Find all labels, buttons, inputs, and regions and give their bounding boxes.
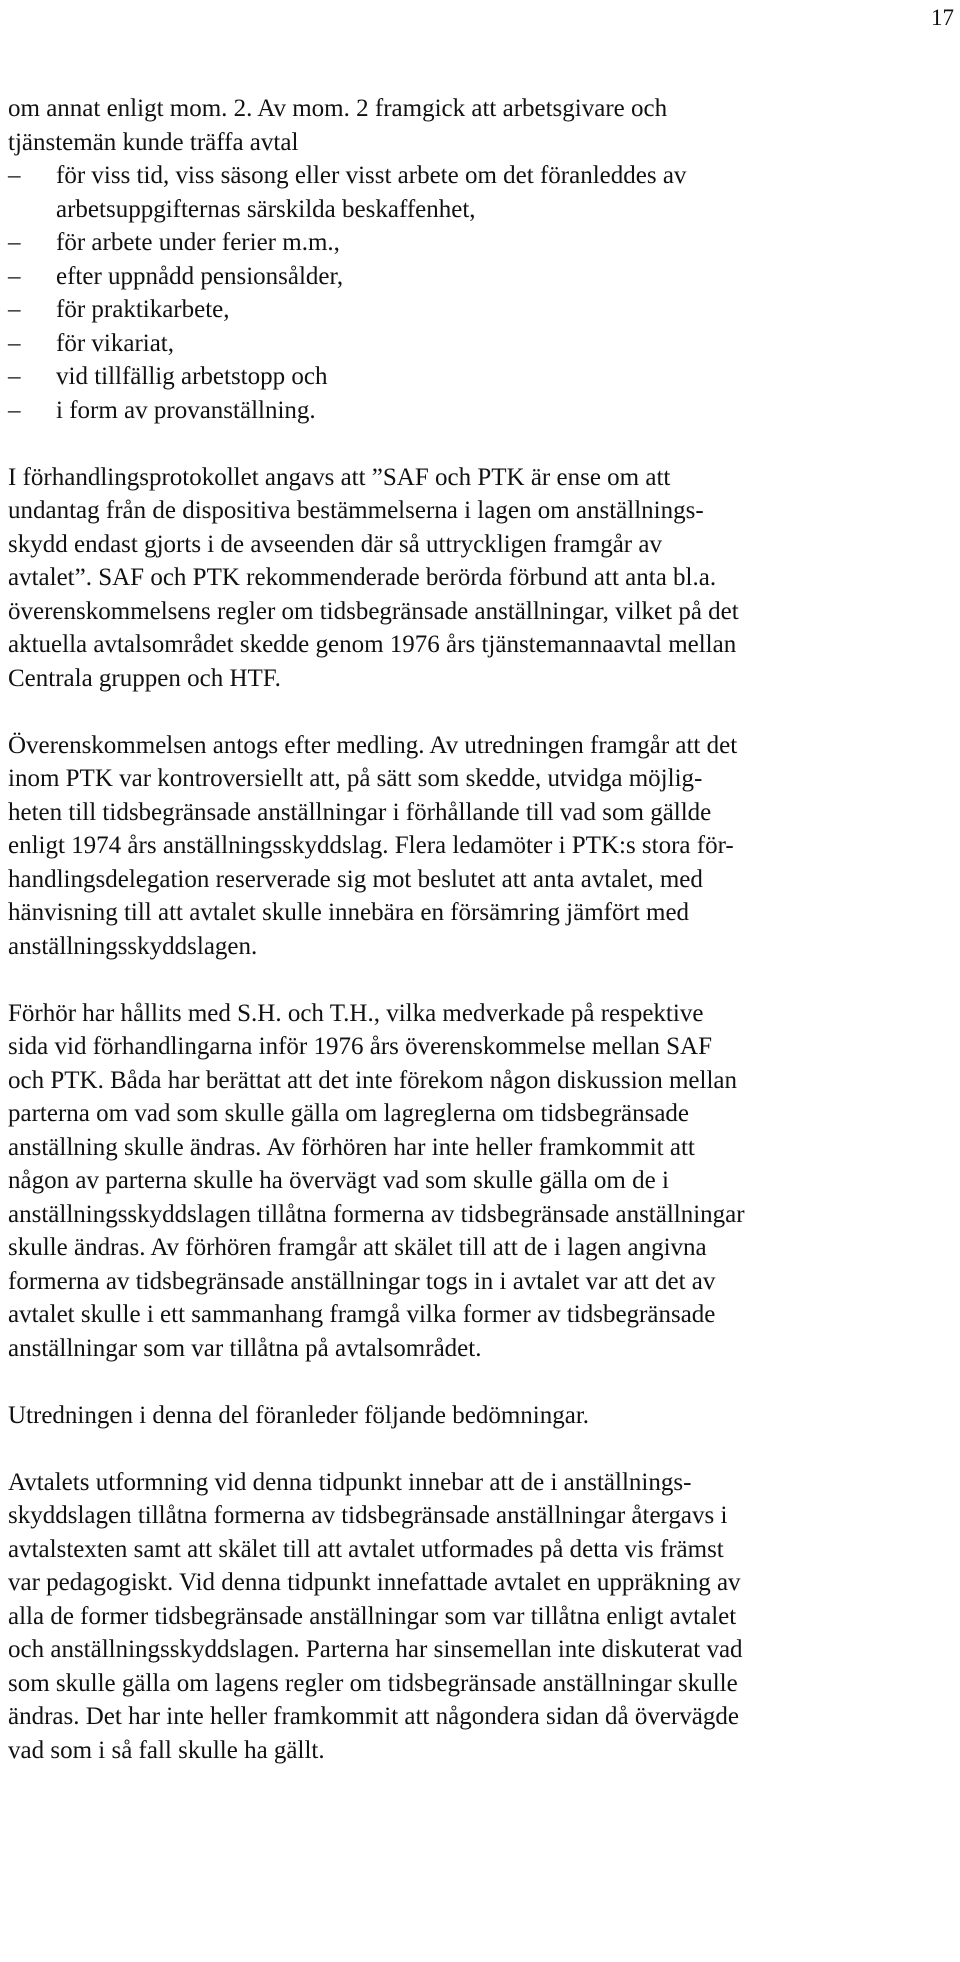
text-line: aktuella avtalsområdet skedde genom 1976 års tjänstemannaavtal mellan: [8, 631, 737, 658]
text-line: om annat enligt mom. 2. Av mom. 2 framgick att arbetsgivare och: [8, 95, 668, 122]
text-line: anställning skulle ändras. Av förhören har inte heller framkommit att: [8, 1133, 695, 1161]
dash-bullet: –: [8, 329, 21, 357]
text-line: Utredningen i denna del föranleder följande bedömningar.: [8, 1401, 590, 1429]
text-line: avtalstexten samt att skälet till att avtalet utformades på detta vis främst: [8, 1535, 724, 1563]
list-item: [8, 226, 954, 260]
list-item-text: för vikariat,: [56, 329, 175, 357]
dash-list: [8, 159, 954, 427]
text-line: Avtalets utformning vid denna tidpunkt innebar att de i anställnings-: [8, 1468, 692, 1496]
text-line: anställningsskyddslagen tillåtna formerna av tidsbegränsade anställningar: [8, 1200, 745, 1228]
text-line: undantag från de dispositiva bestämmelserna i lagen om anställnings-: [8, 497, 704, 524]
paragraph-mediation: [8, 729, 954, 964]
text-line: och anställningsskyddslagen. Parterna har sinsemellan inte diskuterat vad: [8, 1636, 743, 1663]
document-body: [8, 92, 954, 1767]
intro-paragraph: [8, 92, 954, 159]
dash-bullet: –: [8, 396, 21, 424]
text-line: var pedagogiskt. Vid denna tidpunkt innefattade avtalet en uppräkning av: [8, 1569, 741, 1596]
list-item-text: efter uppnådd pensionsålder,: [56, 262, 344, 290]
paragraph-hearings: [8, 997, 954, 1366]
text-line: vad som i så fall skulle ha gällt.: [8, 1736, 325, 1764]
list-item: [8, 360, 954, 394]
paragraph-assessment: [8, 1466, 954, 1768]
text-line: avtalet skulle i ett sammanhang framgå vilka former av tidsbegränsade: [8, 1301, 716, 1328]
text-line: Centrala gruppen och HTF.: [8, 664, 281, 692]
text-line: Överenskommelsen antogs efter medling. Av utredningen framgår att det: [8, 731, 738, 759]
text-line: överenskommelsens regler om tidsbegränsade anställningar, vilket på det: [8, 597, 739, 625]
page-number: 17: [931, 5, 954, 30]
text-line: som skulle gälla om lagens regler om tidsbegränsade anställningar skulle: [8, 1669, 738, 1697]
dash-bullet: –: [8, 296, 21, 323]
text-line: alla de former tidsbegränsade anställningar som var tillåtna enligt avtalet: [8, 1602, 737, 1630]
dash-bullet: –: [8, 229, 21, 256]
list-item: [8, 327, 954, 361]
text-line: någon av parterna skulle ha övervägt vad som skulle gälla om de i: [8, 1167, 669, 1194]
text-line: ändras. Det har inte heller framkommit att någondera sidan då övervägde: [8, 1703, 739, 1730]
text-line: handlingsdelegation reserverade sig mot beslutet att anta avtalet, med: [8, 865, 703, 893]
text-line: I förhandlingsprotokollet angavs att ”SAF och PTK är ense om att: [8, 463, 671, 491]
list-item-text: för praktikarbete,: [56, 296, 230, 323]
text-line: anställningar som var tillåtna på avtalsområdet.: [8, 1334, 482, 1362]
paragraph-assessment-intro: [8, 1399, 954, 1433]
text-line: avtalet”. SAF och PTK rekommenderade berörda förbund att anta bl.a.: [8, 564, 717, 591]
list-item-text: i form av provanställning.: [56, 396, 316, 424]
paragraph-protocol: [8, 461, 954, 696]
text-line: skydd endast gjorts i de avseenden där så uttryckligen framgår av: [8, 530, 662, 558]
list-item: [8, 394, 954, 428]
dash-bullet: –: [8, 262, 21, 290]
text-line: tjänstemän kunde träffa avtal: [8, 128, 299, 156]
text-line: Förhör har hållits med S.H. och T.H., vilka medverkade på respektive: [8, 999, 704, 1027]
list-item: [8, 260, 954, 294]
text-line: skyddslagen tillåtna formerna av tidsbegränsade anställningar återgavs i: [8, 1502, 728, 1529]
list-item-text: för arbete under ferier m.m.,: [56, 229, 340, 256]
list-item-text: för viss tid, viss säsong eller visst arbete om det föranleddes av: [56, 162, 687, 189]
text-line: skulle ändras. Av förhören framgår att skälet till att de i lagen angivna: [8, 1234, 707, 1261]
text-line: anställningsskyddslagen.: [8, 932, 258, 960]
text-line: sida vid förhandlingarna inför 1976 års överenskommelse mellan SAF: [8, 1033, 713, 1060]
dash-bullet: –: [8, 162, 21, 189]
text-line: heten till tidsbegränsade anställningar i förhållande till vad som gällde: [8, 798, 712, 826]
text-line: hänvisning till att avtalet skulle innebära en försämring jämfört med: [8, 899, 690, 926]
text-line: parterna om vad som skulle gälla om lagreglerna om tidsbegränsade: [8, 1100, 690, 1127]
list-item: [8, 293, 954, 327]
text-line: formerna av tidsbegränsade anställningar togs in i avtalet var att det av: [8, 1267, 716, 1295]
text-line: enligt 1974 års anställningsskyddslag. Flera ledamöter i PTK:s stora för-: [8, 832, 734, 859]
text-line: och PTK. Båda har berättat att det inte förekom någon diskussion mellan: [8, 1066, 737, 1094]
list-item-text: vid tillfällig arbetstopp och: [56, 363, 328, 390]
text-line: inom PTK var kontroversiellt att, på sätt som skedde, utvidga möjlig-: [8, 765, 703, 792]
dash-bullet: –: [8, 363, 21, 390]
list-item-text: arbetsuppgifternas särskilda beskaffenhet,: [56, 195, 476, 223]
list-item: [8, 159, 954, 226]
